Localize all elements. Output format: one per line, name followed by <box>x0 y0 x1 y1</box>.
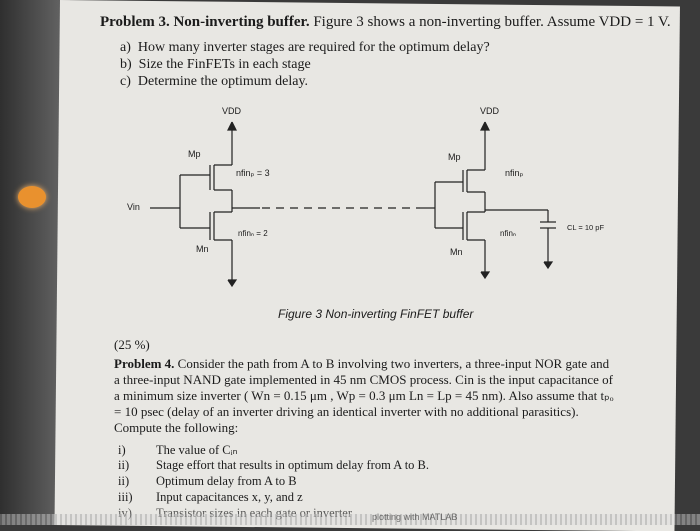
vin-label: Vin <box>127 202 140 212</box>
item-text: The value of Cᵢₙ <box>156 443 238 457</box>
list-item <box>118 490 303 505</box>
item-text: Stage effort that results in optimum delay from A to B. <box>156 458 429 472</box>
problem4-weight: (25 %) <box>114 337 150 352</box>
nfinn-left-label: nfinₙ = 2 <box>238 229 268 238</box>
question-letter: b) <box>120 57 132 72</box>
item-number: iii) <box>118 490 133 504</box>
nfinn-right-label: nfinₙ <box>500 229 517 238</box>
load-capacitance-label: CL = 10 pF <box>567 223 605 232</box>
question-letter: c) <box>120 74 131 89</box>
item-number: ii) <box>118 474 130 488</box>
problem3-text: Figure 3 shows a non-inverting buffer. Assume VDD = 1 V. <box>313 14 671 30</box>
list-item <box>118 474 297 489</box>
item-number: i) <box>118 443 126 457</box>
vdd-right-label: VDD <box>480 106 500 116</box>
problem4-line: a three-input NAND gate implemented in 45 nm CMOS process. Cin is the input capacitance of <box>114 372 613 387</box>
vdd-left-label: VDD <box>222 106 242 116</box>
problem4-line <box>114 356 609 372</box>
list-item <box>118 442 238 458</box>
problem4-line: = 10 psec (delay of an inverter driving an identical inverter with no additional parasitics). <box>114 404 579 419</box>
list-item <box>118 458 429 473</box>
mp-left-label: Mp <box>188 149 201 159</box>
item-number: ii) <box>118 458 130 472</box>
question-letter: a) <box>120 40 131 55</box>
footer-note: plotting with MATLAB <box>372 512 458 522</box>
mn-right-label: Mn <box>450 247 463 257</box>
problem4-label: Problem 4. <box>114 356 175 371</box>
question-text: Size the FinFETs in each stage <box>138 57 311 72</box>
problem4-line: a minimum size inverter ( Wn = 0.15 μm , Wp = 0.3 μm Ln = Lp = 45 nm). Also assume that tₚₒ <box>114 388 614 403</box>
item-text: Input capacitances x, y, and z <box>156 490 303 504</box>
nfinp-right-label: nfinₚ <box>505 168 524 178</box>
item-text: Optimum delay from A to B <box>156 474 297 488</box>
problem4-line: Compute the following: <box>114 420 239 435</box>
mp-right-label: Mp <box>448 152 461 162</box>
mn-left-label: Mn <box>196 244 209 254</box>
question-text: How many inverter stages are required for the optimum delay? <box>137 40 490 55</box>
figure-caption: Figure 3 Non-inverting FinFET buffer <box>278 307 474 321</box>
question-text: Determine the optimum delay. <box>137 74 309 89</box>
problem4-text: Consider the path from A to B involving two inverters, a three-input NOR gate and <box>177 356 610 371</box>
item-number: iv) <box>118 506 132 520</box>
problem3-label: Problem 3. Non-inverting buffer. <box>100 14 310 30</box>
item-text: Transistor sizes in each gate or inverter <box>156 506 353 520</box>
page-bottom-edge <box>0 514 700 525</box>
nfinp-left-label: nfinₚ = 3 <box>236 168 270 178</box>
